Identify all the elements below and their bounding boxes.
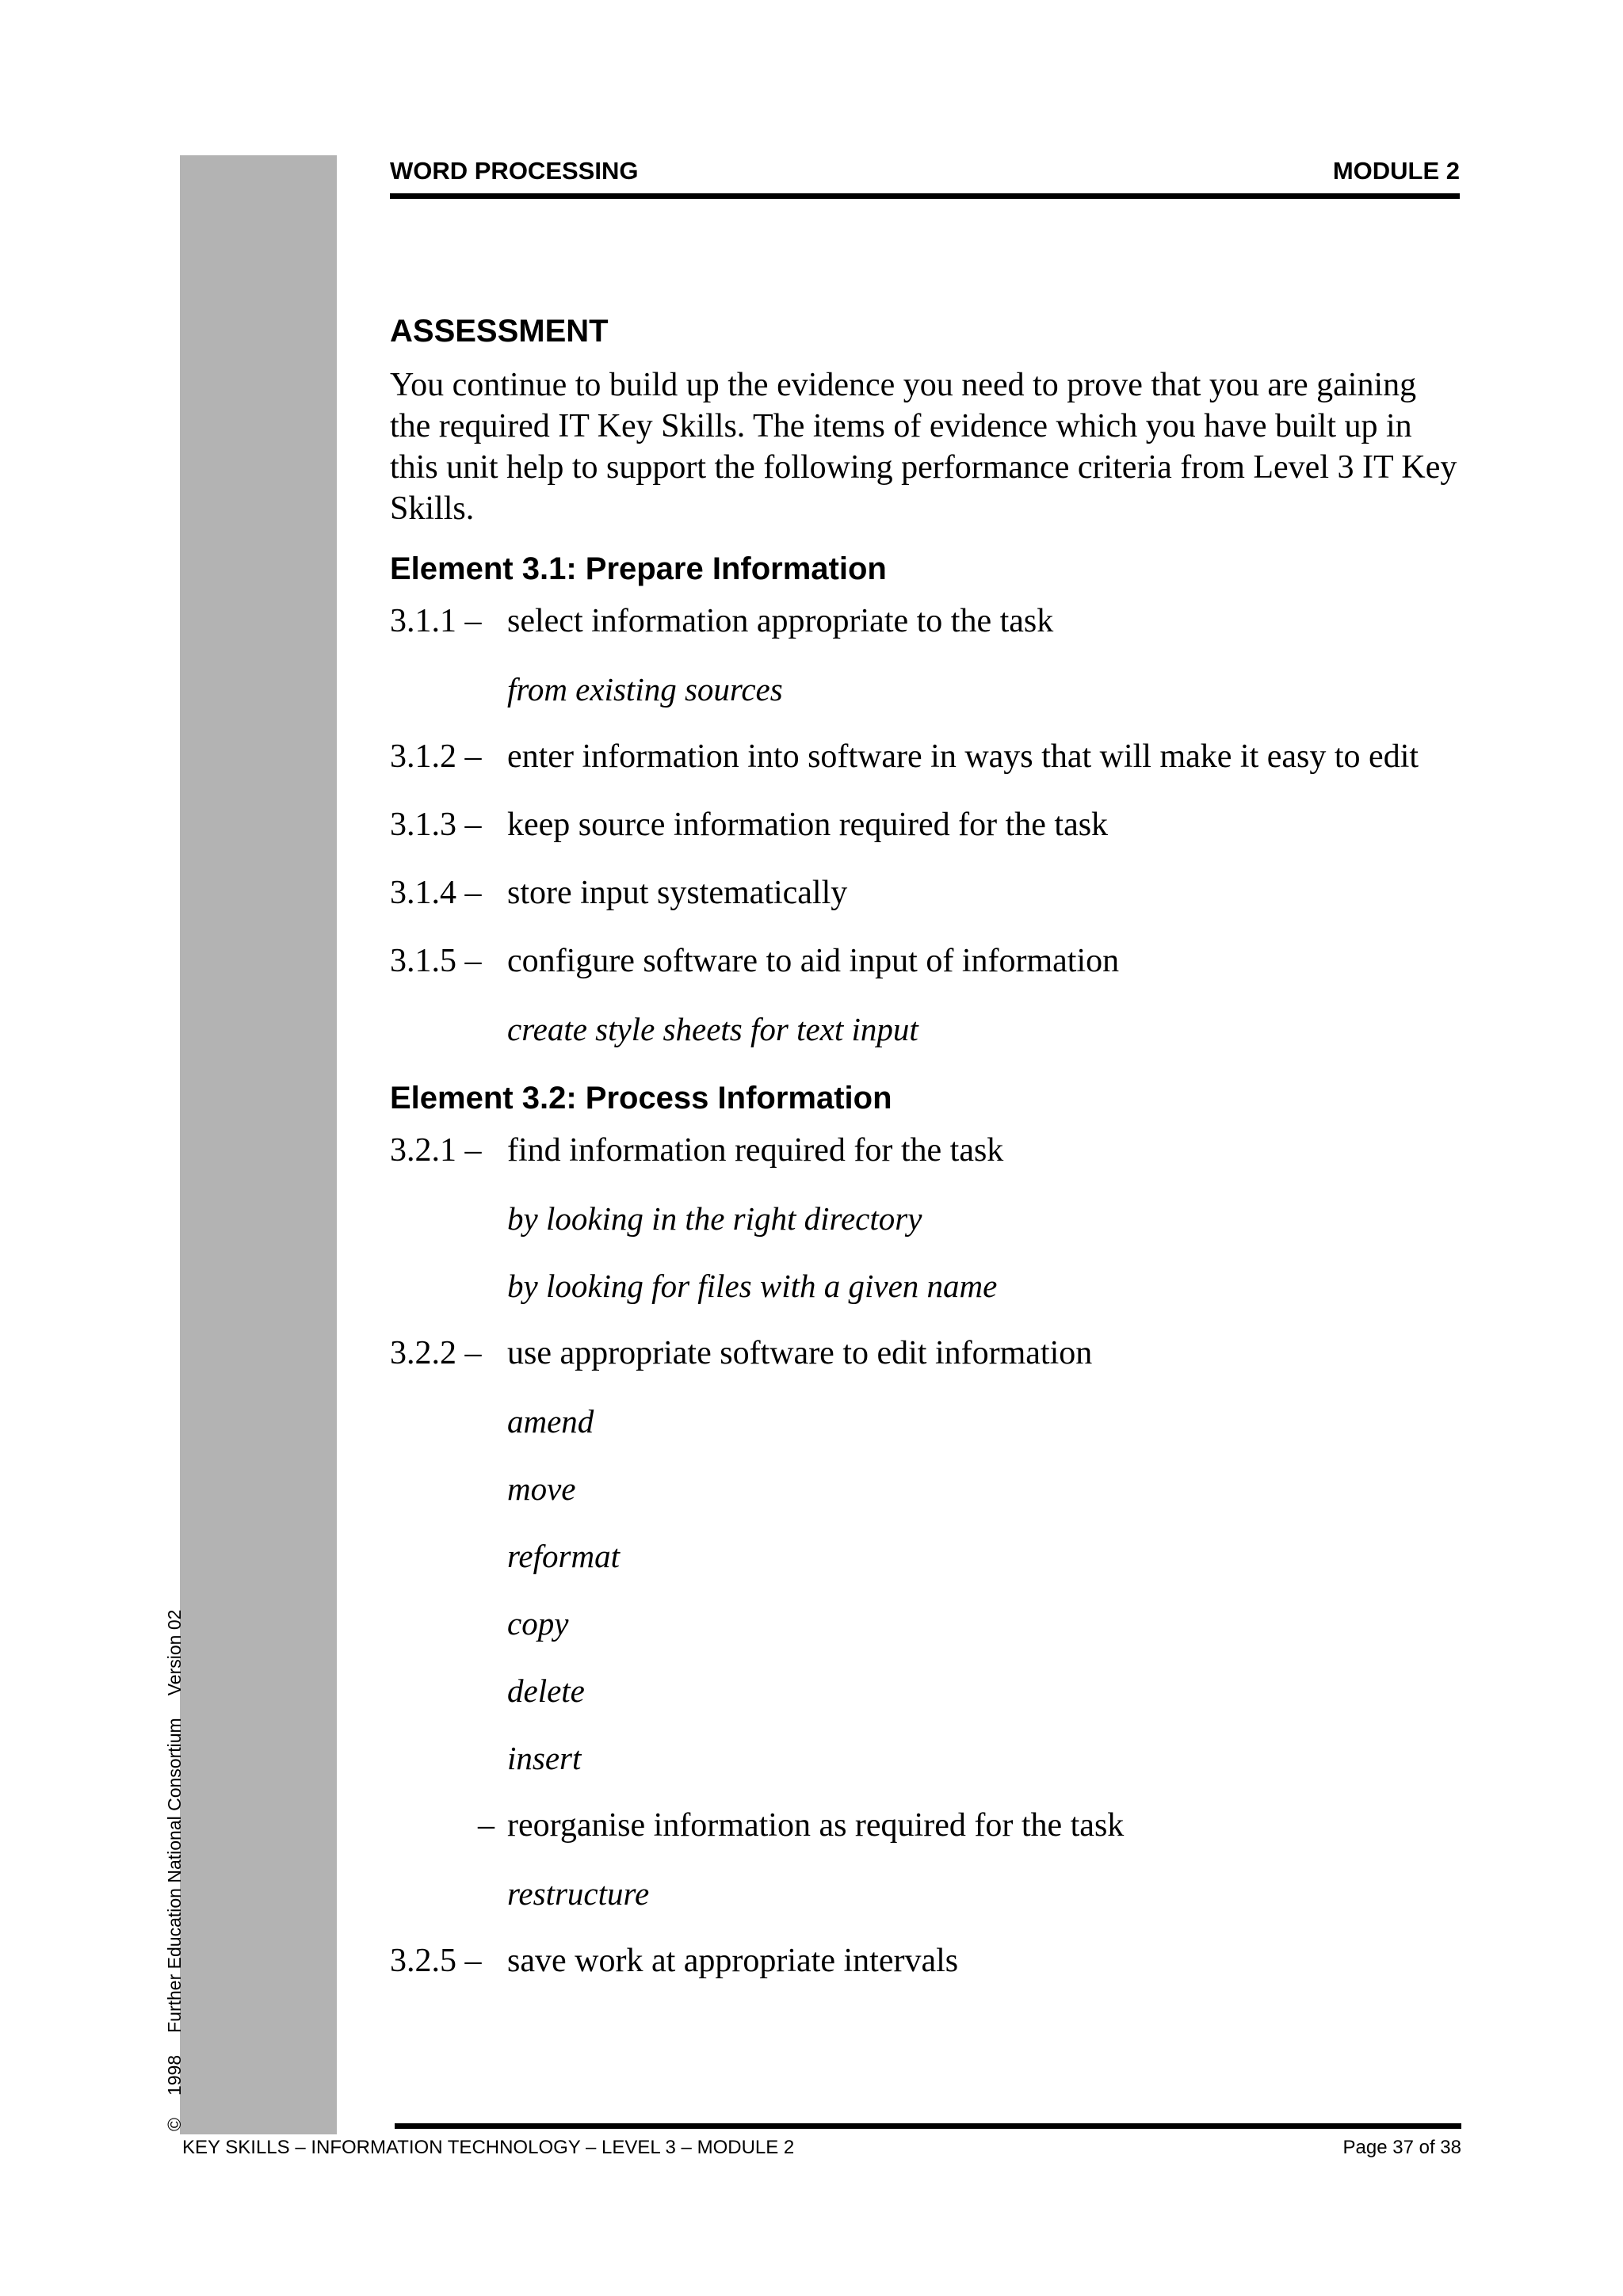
criterion-example: by looking for files with a given name <box>507 1268 998 1304</box>
criterion-text: configure software to aid input of information <box>507 943 1120 979</box>
element-title: Element 3.2: Process Information <box>390 1081 892 1116</box>
criterion-example: by looking in the right directory <box>507 1200 922 1237</box>
criterion-row <box>390 940 1460 982</box>
criterion-row <box>390 1940 1460 1981</box>
footer-rule <box>395 2123 1461 2129</box>
criterion-example: amend <box>507 1403 594 1440</box>
criterion-row <box>390 736 1460 777</box>
criterion-text: enter information into software in ways that will make it easy to edit <box>507 738 1419 775</box>
header-rule <box>390 193 1460 199</box>
criterion-example: copy <box>507 1605 569 1642</box>
page-header <box>390 157 1460 189</box>
footer-course-title: KEY SKILLS – INFORMATION TECHNOLOGY – LEVEL 3 – MODULE 2 <box>182 2137 795 2158</box>
footer-page-number: Page 37 of 38 <box>1342 2137 1461 2158</box>
criterion-row <box>390 1333 1460 1374</box>
criterion-example: from existing sources <box>507 671 783 707</box>
criterion-example: delete <box>507 1672 585 1709</box>
criterion-number: 3.2.1 – <box>390 1132 482 1169</box>
header-module: MODULE 2 <box>1332 157 1460 185</box>
header-title: WORD PROCESSING <box>390 157 639 185</box>
criterion-number: 3.2.5 – <box>390 1943 482 1979</box>
criterion-row <box>390 872 1460 913</box>
criterion-number: 3.1.3 – <box>390 807 482 843</box>
criterion-text: reorganise information as required for the task <box>507 1807 1125 1844</box>
criterion-text: use appropriate software to edit information <box>507 1335 1093 1371</box>
criterion-example: create style sheets for text input <box>507 1011 918 1047</box>
copyright-notice <box>164 1588 185 2131</box>
criterion-number: 3.1.4 – <box>390 875 482 911</box>
criterion-example: reformat <box>507 1538 620 1574</box>
element-title: Element 3.1: Prepare Information <box>390 551 887 586</box>
intro-paragraph: You continue to build up the evidence you need to prove that you are gaining the required IT Key Skills. The items of evidence which you have built up in this unit help to support the following performance criteria from Level 3 IT Key Skills. <box>390 367 1457 527</box>
criterion-number: – <box>478 1807 495 1844</box>
criterion-number: 3.1.2 – <box>390 738 482 775</box>
criterion-text: keep source information required for the task <box>507 807 1109 843</box>
criterion-number: 3.1.1 – <box>390 603 482 639</box>
main-content <box>390 309 1460 2008</box>
criterion-text: find information required for the task <box>507 1132 1004 1169</box>
copyright-organisation: Further Education National Consortium <box>164 1718 185 2033</box>
section-heading: ASSESSMENT <box>390 314 609 349</box>
elements-list <box>390 547 1460 1981</box>
copyright-symbol: © <box>164 2118 185 2131</box>
criterion-text: select information appropriate to the task <box>507 603 1054 639</box>
criterion-row <box>390 601 1460 642</box>
criterion-row <box>390 804 1460 845</box>
criterion-example: restructure <box>507 1875 650 1912</box>
copyright-year: 1998 <box>164 2054 185 2096</box>
criterion-example: insert <box>507 1740 582 1776</box>
criterion-example: move <box>507 1470 576 1507</box>
criterion-row <box>390 1805 1460 1846</box>
criterion-number: 3.1.5 – <box>390 943 482 979</box>
criterion-text: save work at appropriate intervals <box>507 1943 959 1979</box>
criterion-number: 3.2.2 – <box>390 1335 482 1371</box>
criterion-text: store input systematically <box>507 875 848 911</box>
sidebar-band <box>180 155 337 2134</box>
criterion-row <box>390 1130 1460 1171</box>
copyright-version: Version 02 <box>164 1609 185 1696</box>
